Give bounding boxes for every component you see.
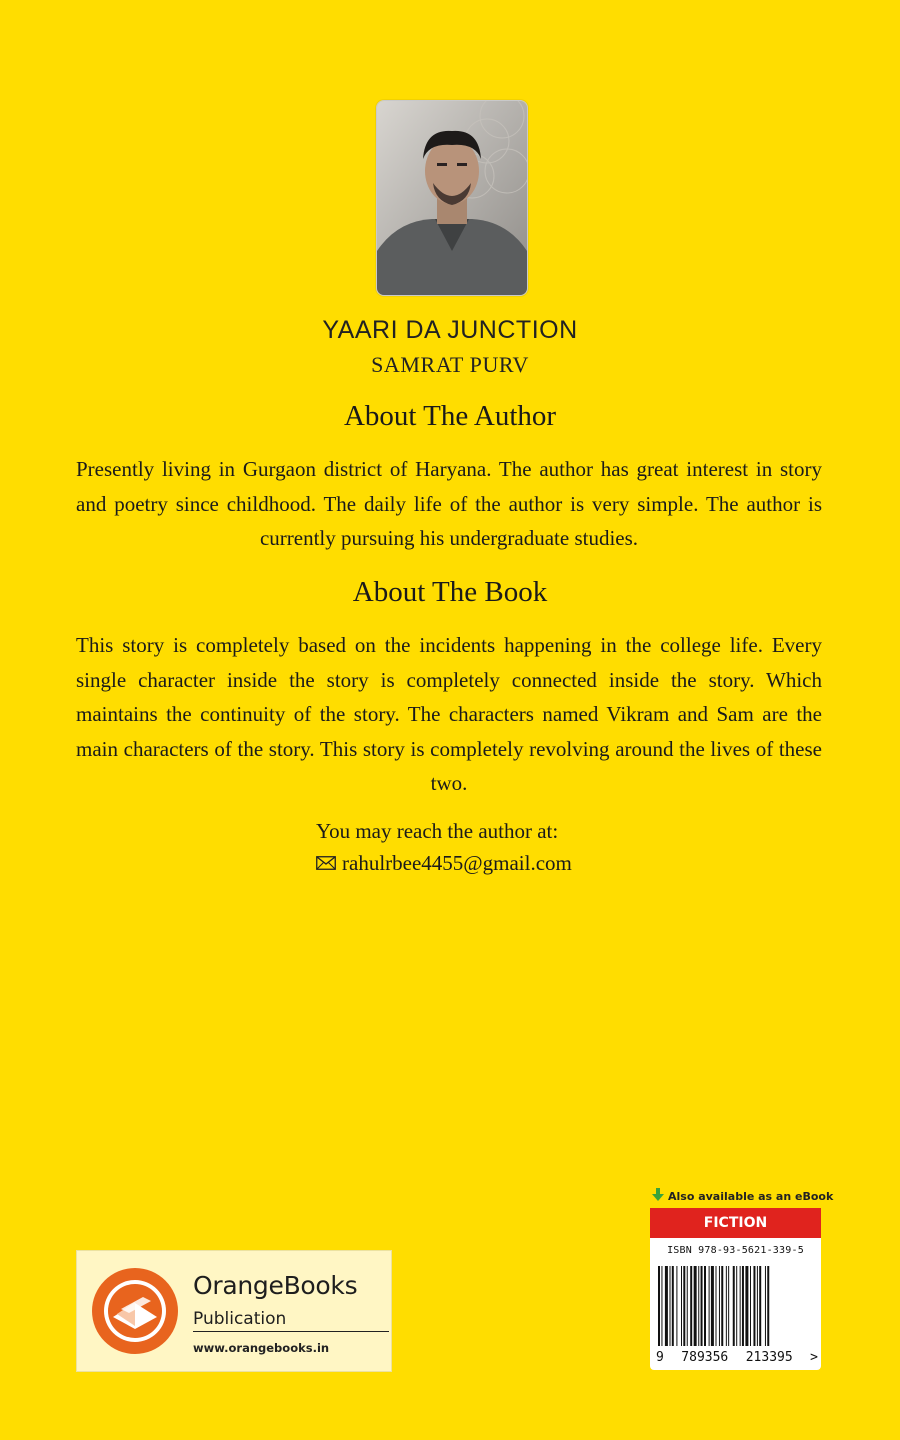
email-row[interactable] bbox=[316, 847, 572, 879]
publisher-subtitle: Publication bbox=[193, 1309, 389, 1332]
barcode-digit-lead: 9 bbox=[656, 1350, 664, 1365]
barcode-digits bbox=[656, 1350, 818, 1365]
author-email[interactable]: rahulrbee4455@gmail.com bbox=[342, 851, 572, 875]
genre-label: FICTION bbox=[650, 1208, 821, 1238]
author-contact bbox=[316, 815, 572, 879]
ebook-note bbox=[652, 1188, 833, 1205]
barcode-digit-end: > bbox=[810, 1350, 818, 1365]
author-name: SAMRAT PURV bbox=[371, 352, 529, 377]
book-title: YAARI DA JUNCTION bbox=[322, 316, 578, 344]
publisher-name: OrangeBooks bbox=[193, 1271, 358, 1300]
ebook-note-text: Also available as an eBook bbox=[668, 1190, 834, 1203]
about-book-heading: About The Book bbox=[352, 576, 548, 608]
barcode-digit-group-1: 789356 bbox=[681, 1350, 729, 1365]
barcode-digit-group-2: 213395 bbox=[745, 1350, 793, 1365]
barcode bbox=[656, 1266, 816, 1348]
author-photo bbox=[376, 100, 528, 296]
contact-label: You may reach the author at: bbox=[316, 819, 559, 843]
barcode-card bbox=[650, 1208, 821, 1370]
down-arrow-icon bbox=[652, 1188, 664, 1205]
about-author-heading: About The Author bbox=[343, 400, 557, 432]
isbn-text: ISBN 978-93-5621-339-5 bbox=[667, 1245, 804, 1256]
publisher-url[interactable]: www.orangebooks.in bbox=[193, 1341, 330, 1355]
envelope-icon bbox=[316, 847, 336, 879]
orangebooks-logo-icon bbox=[91, 1267, 179, 1360]
about-book-text: This story is completely based on the incidents happening in the college life. Every single character inside the story is completely connected inside the story. Which maintains the continuity of the story. The characters named Vikram and Sam are the main characters of the story. This story is completely revolving around the lives of these two. bbox=[76, 633, 822, 795]
about-author-text: Presently living in Gurgaon district of Haryana. The author has great interest in story and poetry since childhood. The daily life of the author is very simple. The author is currently pursuing his undergraduate studies. bbox=[76, 457, 822, 550]
publisher-logo bbox=[76, 1250, 392, 1372]
